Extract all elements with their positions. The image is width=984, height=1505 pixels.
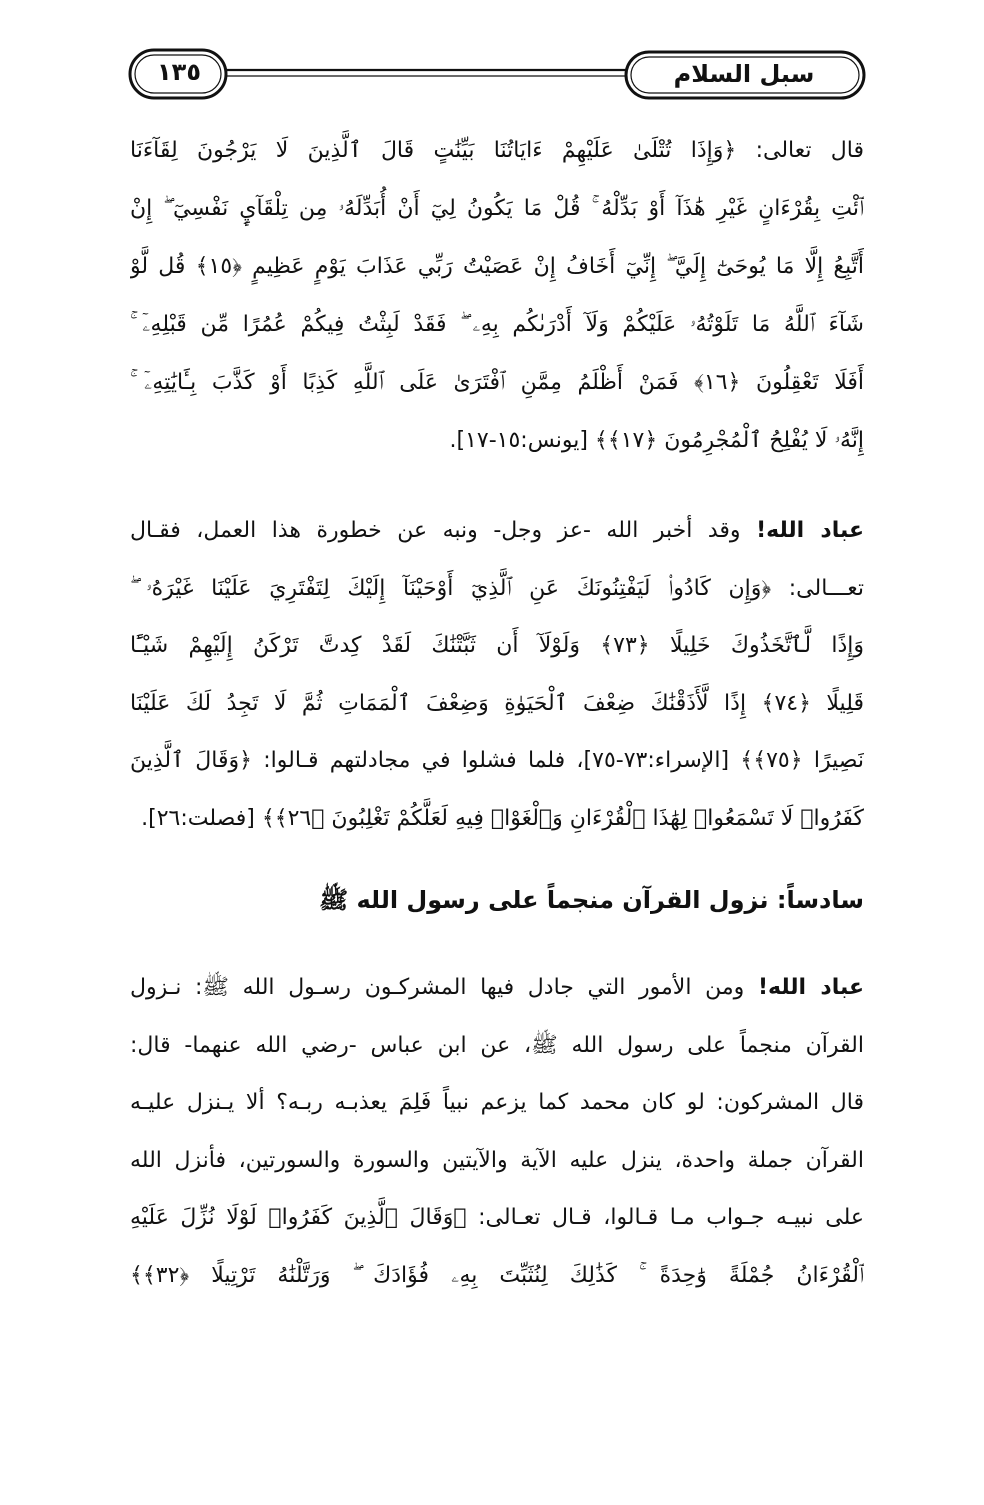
paragraph-lead: عباد الله!: [757, 975, 864, 1000]
page-number: ١٣٥: [157, 58, 201, 86]
text-line: أَتَّبِعُ إِلَّا مَا يُوحَىٰٓ إِلَيَّ ۖ إِنِّيٓ أَخَافُ إِنْ عَصَيْتُ رَبِّي عَذَابَ يَوْمٍ عَظِيمٍ ﴿١٥﴾ قُل لَّوْ: [130, 254, 864, 279]
text-line: كَفَرُوا۟ لَا تَسْمَعُوا۟ لِهَٰذَا ٱلْقُرْءَانِ وَٱلْغَوْا۟ فِيهِ لَعَلَّكُمْ تَغْلِبُونَ ﴿٢٦﴾﴾ [فصلت:٢٦].: [141, 805, 864, 831]
text-line: وَإِذًا لَّٱتَّخَذُوكَ خَلِيلًا ﴿٧٣﴾ وَلَوْلَآ أَن ثَبَّتْنَٰكَ لَقَدْ كِدتَّ تَرْكَنُ إِلَيْهِمْ شَيْـًٔا: [130, 633, 864, 658]
text-line: القرآن منجماً على رسول الله ﷺ، عن ابن عباس -رضي الله عنهما- قال:: [130, 1032, 864, 1058]
text-line: القرآن جملة واحدة، ينزل عليه الآية والآيتين والسورة والسورتين، فأنزل الله: [130, 1147, 864, 1173]
paragraph-revelation: [130, 959, 864, 1304]
text-line: شَآءَ ٱللَّهُ مَا تَلَوْتُهُۥ عَلَيْكُمْ وَلَآ أَدْرَىٰكُم بِهِۦ ۖ فَقَدْ لَبِثْتُ فِيكُمْ عُمُرًا مِّن قَبْلِهِۦٓ ۚ: [130, 312, 864, 337]
text-line: إِنَّهُۥ لَا يُفْلِحُ ٱلْمُجْرِمُونَ ﴿١٧﴾﴾ [يونس:١٥-١٧].: [449, 428, 864, 453]
paragraph-warning: [130, 502, 864, 847]
text-span: وقد أخبر الله -عز وجل- ونبه عن خطورة هذا العمل، فقـال: [130, 518, 757, 543]
text-line: [130, 959, 864, 1017]
text-span: ومن الأمور التي جادل فيها المشركـون رسـول الله ﷺ: نـزول: [130, 975, 758, 1000]
page-content: [130, 122, 864, 1304]
text-line: على نبيـه جـواب مـا قـالوا، قـال تعـالى: ﴿وَقَالَ ٱلَّذِينَ كَفَرُوا۟ لَوْلَا نُزِّلَ عَلَيْهِ: [130, 1205, 864, 1230]
text-line: ٱلْقُرْءَانُ جُمْلَةً وَٰحِدَةً ۚ كَذَٰلِكَ لِنُثَبِّتَ بِهِۦ فُؤَادَكَ ۖ وَرَتَّلْنَٰهُ تَرْتِيلًا ﴿٣٢﴾﴾: [130, 1262, 864, 1288]
text-line: نَصِيرًا ﴿٧٥﴾﴾ [الإسراء:٧٣-٧٥]، فلما فشلوا في مجادلتهم قـالوا: ﴿وَقَالَ ٱلَّذِينَ: [130, 748, 864, 773]
text-line: قال المشركون: لو كان محمد كما يزعم نبياً فَلِمَ يعذبـه ربـه؟ ألا يـنزل عليـه: [130, 1090, 864, 1115]
paragraph-lead: عباد الله!: [756, 518, 864, 543]
text-line: قَلِيلًا ﴿٧٤﴾ إِذًا لَّأَذَقْنَٰكَ ضِعْفَ ٱلْحَيَوٰةِ وَضِعْفَ ٱلْمَمَاتِ ثُمَّ لَا تَجِدُ لَكَ عَلَيْنَا: [130, 690, 864, 716]
text-line: أَفَلَا تَعْقِلُونَ ﴿١٦﴾ فَمَنْ أَظْلَمُ مِمَّنِ ٱفْتَرَىٰ عَلَى ٱللَّهِ كَذِبًا أَوْ كَذَّبَ بِـَٔايَٰتِهِۦٓ ۚ: [130, 370, 864, 395]
text-line: ٱئْتِ بِقُرْءَانٍ غَيْرِ هَٰذَآ أَوْ بَدِّلْهُ ۚ قُلْ مَا يَكُونُ لِيٓ أَنْ أُبَدِّلَهُۥ مِن تِلْقَآيِٕ نَفْسِيٓ ۖ إِنْ: [130, 196, 864, 221]
book-title: سبل السلام: [673, 60, 815, 88]
text-line: تعـــالى: ﴿وَإِن كَادُوا۟ لَيَفْتِنُونَكَ عَنِ ٱلَّذِيٓ أَوْحَيْنَآ إِلَيْكَ لِتَفْتَرِيَ عَلَيْنَا غَيْرَهُۥ ۖ: [130, 575, 864, 601]
text-line: قال تعالى: ﴿وَإِذَا تُتْلَىٰ عَلَيْهِمْ ءَايَاتُنَا بَيِّنَٰتٍ قَالَ ٱلَّذِينَ لَا يَرْجُونَ لِقَآءَنَا: [130, 138, 864, 163]
section-heading: سادساً: نزول القرآن منجماً على رسول الله ﷺ: [319, 886, 864, 914]
text-line: [130, 502, 864, 560]
paragraph-quran-yunus: [130, 122, 864, 470]
